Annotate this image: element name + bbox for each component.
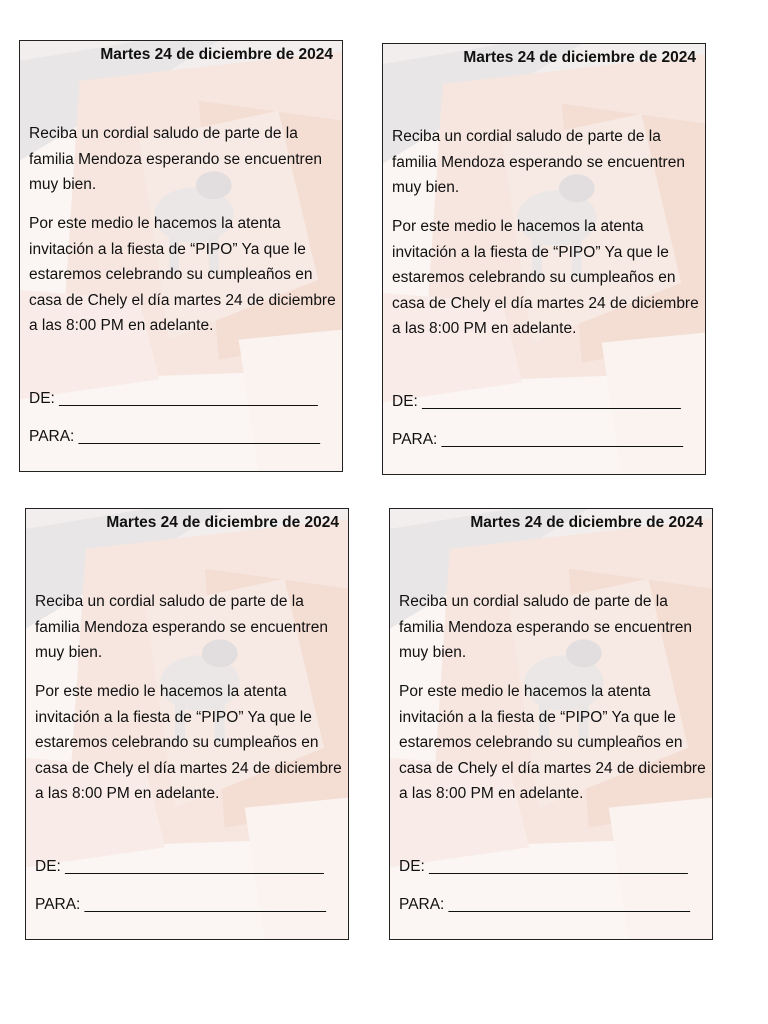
greeting-paragraph: Reciba un cordial saludo de parte de la familia Mendoza esperando se encuentren muy bien. [35,593,328,661]
to-line: PARA: ____________________________ [29,428,321,445]
invitation-paragraph: Por este medio le hacemos la atenta invitación a la fiesta de “PIPO” Ya que le estaremos celebrando su cumpleaños en casa de Chely el día martes 24 de diciembre a las 8:00 PM en adelante. [35,683,342,802]
invitation-paragraph: Por este medio le hacemos la atenta invitación a la fiesta de “PIPO” Ya que le estaremos celebrando su cumpleaños en casa de Chely el día martes 24 de diciembre a las 8:00 PM en adelante. [399,683,706,802]
invitation-card-3 [25,508,349,940]
invitation-date: Martes 24 de diciembre de 2024 [106,514,339,531]
invitation-paragraph: Por este medio le hacemos la atenta invitación a la fiesta de “PIPO” Ya que le estaremos celebrando su cumpleaños en casa de Chely el día martes 24 de diciembre a las 8:00 PM en adelante. [29,215,336,334]
greeting-paragraph: Reciba un cordial saludo de parte de la familia Mendoza esperando se encuentren muy bien. [399,593,692,661]
invitation-date: Martes 24 de diciembre de 2024 [470,514,703,531]
to-line: PARA: ____________________________ [392,431,684,448]
invitation-date: Martes 24 de diciembre de 2024 [463,49,696,66]
from-line: DE: ______________________________ [35,858,324,875]
invitation-date: Martes 24 de diciembre de 2024 [100,46,333,63]
to-line: PARA: ____________________________ [35,896,327,913]
to-line: PARA: ____________________________ [399,896,691,913]
greeting-paragraph: Reciba un cordial saludo de parte de la familia Mendoza esperando se encuentren muy bien. [29,125,322,193]
invitation-card-4 [389,508,713,940]
invitation-paragraph: Por este medio le hacemos la atenta invitación a la fiesta de “PIPO” Ya que le estaremos celebrando su cumpleaños en casa de Chely el día martes 24 de diciembre a las 8:00 PM en adelante. [392,218,699,337]
invitation-card-1 [19,40,343,472]
invitation-card-2 [382,43,706,475]
from-line: DE: ______________________________ [29,390,318,407]
from-line: DE: ______________________________ [392,393,681,410]
from-line: DE: ______________________________ [399,858,688,875]
greeting-paragraph: Reciba un cordial saludo de parte de la familia Mendoza esperando se encuentren muy bien. [392,128,685,196]
